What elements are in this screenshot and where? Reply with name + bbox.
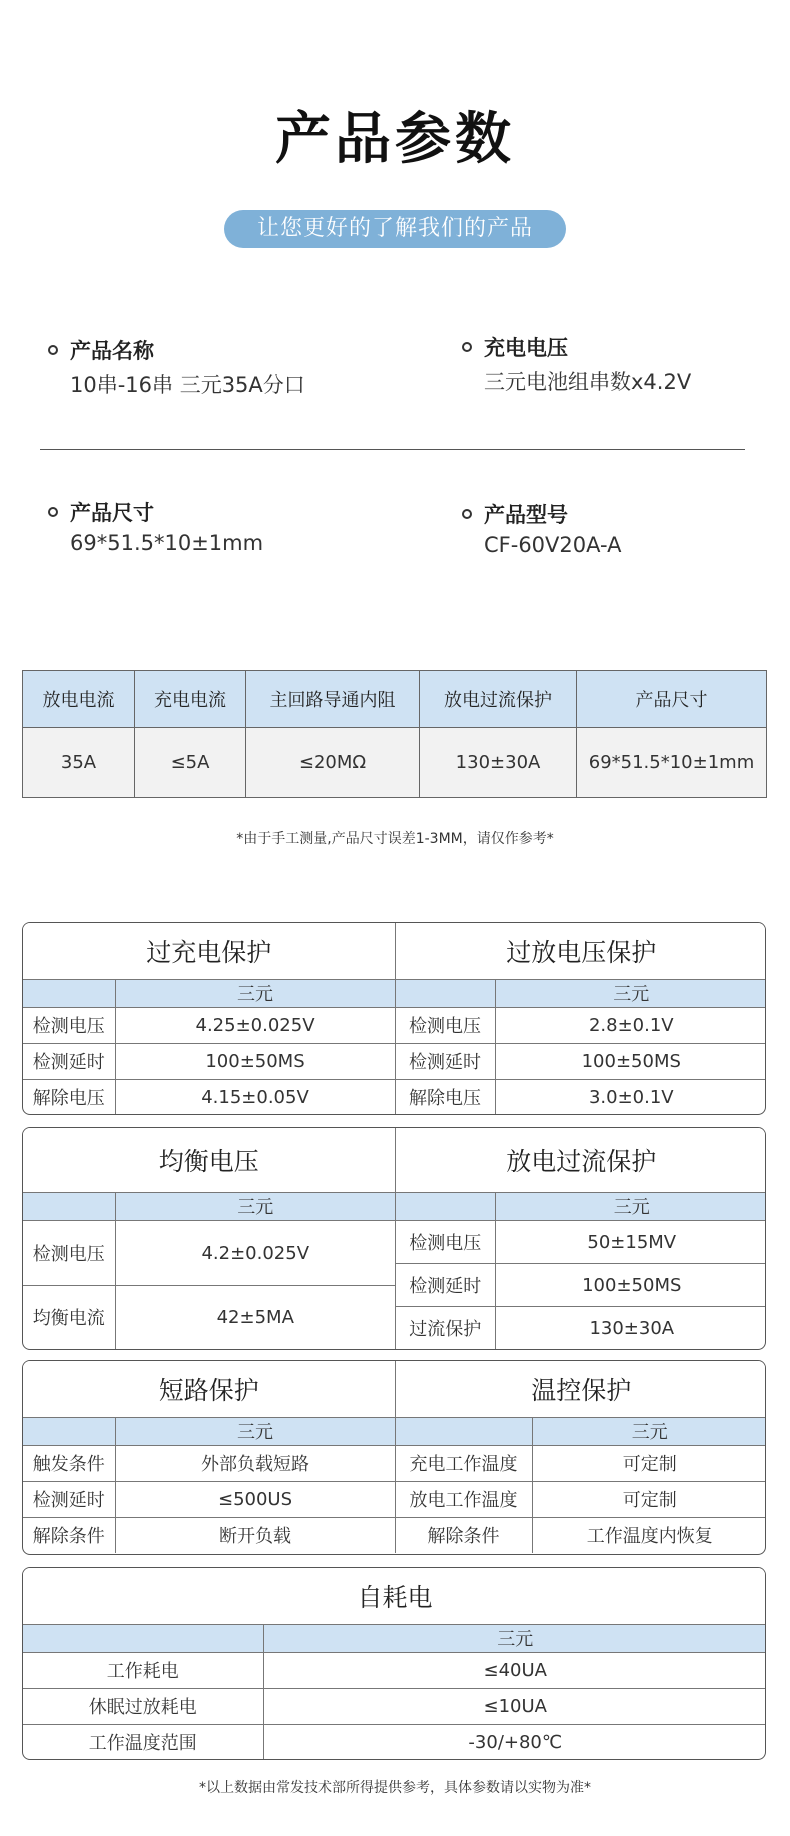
row-label: 检测延时 [23,1043,115,1079]
table-row [23,1688,766,1724]
page-title: 产品参数 [275,107,515,172]
table-row [23,1724,766,1760]
row-value: ≤40UA [263,1652,766,1688]
balance-overcurrent-table [22,1127,766,1350]
section-title-short-circuit: 短路保护 [23,1361,395,1417]
table-row [396,1221,766,1264]
row-value: 4.2±0.025V [115,1221,395,1286]
table-row [23,1652,766,1688]
battery-type: 三元 [115,1417,395,1445]
row-value: 工作温度内恢复 [532,1517,766,1553]
row-label: 过流保护 [396,1307,496,1349]
battery-type: 三元 [115,1193,395,1221]
column-header: 放电过流保护 [420,671,577,728]
summary-table [22,670,767,798]
row-label: 均衡电流 [23,1285,115,1349]
table-row [23,1445,766,1481]
row-label: 放电工作温度 [395,1481,532,1517]
table-row [23,1285,395,1349]
battery-type: 三元 [532,1417,766,1445]
table-row [23,1517,766,1553]
row-label: 触发条件 [23,1445,115,1481]
table-row [23,1007,766,1043]
battery-type: 三元 [495,979,766,1007]
column-header: 产品尺寸 [577,671,767,728]
row-label: 检测电压 [396,1221,496,1264]
column-header: 主回路导通内阻 [246,671,420,728]
row-value: 4.15±0.05V [115,1079,395,1115]
row-label: 解除条件 [395,1517,532,1553]
row-label: 工作温度范围 [23,1724,263,1760]
row-label: 工作耗电 [23,1652,263,1688]
section-title-self-consumption: 自耗电 [23,1568,766,1624]
section-title-discharge-overcurrent: 放电过流保护 [395,1128,766,1192]
bullet-icon [462,509,472,519]
table-row [23,728,767,798]
row-value: 断开负载 [115,1517,395,1553]
row-label: 检测延时 [395,1043,495,1079]
battery-type: 三元 [496,1193,766,1221]
measurement-note: *由于手工测量,产品尺寸误差1-3MM，请仅作参考* [236,831,554,847]
divider [40,449,745,450]
short-circuit-temperature-table [22,1360,766,1555]
row-value: 130±30A [496,1307,766,1349]
row-value: 可定制 [532,1445,766,1481]
row-label: 休眠过放耗电 [23,1688,263,1724]
battery-type: 三元 [263,1624,766,1652]
row-label: 充电工作温度 [395,1445,532,1481]
spec-value: 69*51.5*10±1mm [70,531,264,555]
table-row [23,1079,766,1115]
spec-label: 产品名称 [70,339,154,363]
row-value: ≤10UA [263,1688,766,1724]
bullet-icon [48,345,58,355]
row-value: 50±15MV [496,1221,766,1264]
spec-value: CF-60V20A-A [484,533,622,557]
section-title-balance: 均衡电压 [23,1128,395,1192]
disclaimer-note: *以上数据由常发技术部所得提供参考，具体参数请以实物为准* [199,1780,591,1796]
row-value: 100±50MS [115,1043,395,1079]
bullet-icon [48,507,58,517]
row-value: 3.0±0.1V [495,1079,766,1115]
row-value: 可定制 [532,1481,766,1517]
table-row [23,1481,766,1517]
row-value: 100±50MS [496,1264,766,1307]
row-label: 检测电压 [395,1007,495,1043]
spec-label: 产品型号 [484,503,568,527]
table-row [23,1043,766,1079]
column-header: 充电电流 [135,671,246,728]
row-value: 2.8±0.1V [495,1007,766,1043]
row-label: 解除电压 [23,1079,115,1115]
spec-value: 三元电池组串数x4.2V [484,370,692,394]
row-label: 检测电压 [23,1221,115,1286]
spec-label: 充电电压 [484,336,568,360]
row-label: 检测延时 [396,1264,496,1307]
row-label: 检测延时 [23,1481,115,1517]
table-row [23,1221,395,1286]
row-value: 4.25±0.025V [115,1007,395,1043]
row-value: 100±50MS [495,1043,766,1079]
row-label: 解除条件 [23,1517,115,1553]
table-cell: 69*51.5*10±1mm [577,728,767,798]
section-title-temperature: 温控保护 [395,1361,766,1417]
row-label: 解除电压 [395,1079,495,1115]
table-row [396,1264,766,1307]
spec-value: 10串-16串 三元35A分口 [70,373,305,397]
table-cell: ≤20MΩ [246,728,420,798]
column-header: 放电电流 [23,671,135,728]
row-value: 外部负载短路 [115,1445,395,1481]
row-value: 42±5MA [115,1285,395,1349]
row-label: 检测电压 [23,1007,115,1043]
overcharge-overdischarge-table [22,922,766,1115]
bullet-icon [462,342,472,352]
subtitle-banner: 让您更好的了解我们的产品 [224,210,566,248]
row-value: ≤500US [115,1481,395,1517]
battery-type: 三元 [115,979,395,1007]
table-cell: 35A [23,728,135,798]
self-consumption-table [22,1567,766,1760]
table-cell: ≤5A [135,728,246,798]
table-cell: 130±30A [420,728,577,798]
section-title-overcharge: 过充电保护 [23,923,395,979]
row-value: -30/+80℃ [263,1724,766,1760]
table-header-row [23,671,767,728]
section-title-overdischarge: 过放电压保护 [395,923,766,979]
spec-label: 产品尺寸 [70,501,154,525]
table-row [396,1307,766,1349]
